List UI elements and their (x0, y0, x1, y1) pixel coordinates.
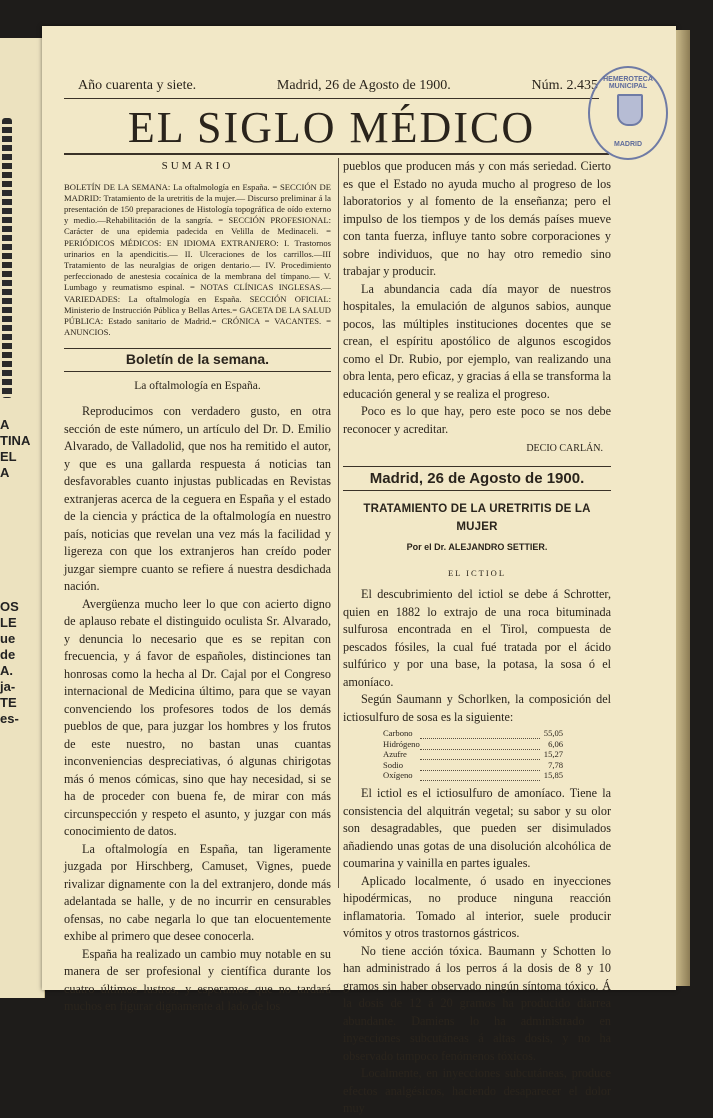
boletin-title: Boletín de la semana. (64, 348, 331, 372)
continued-paragraph: pueblos que producen más y con más seriedad. Cierto es que el Estado no ayuda mucho al progreso de los laboratorios y al fomento de la enseñanza; pero el impulso de los tiempos y de los demás países mueve con tanta fuerza, influye tanto sobre corporaciones y sobre individuos, que no hay otro remedio sino trabajar y producir. (343, 159, 611, 278)
previous-page-fragment: es- (0, 711, 19, 726)
left-column (64, 158, 331, 1016)
element-name: Azufre (383, 749, 407, 760)
decorative-border (2, 118, 12, 398)
composition-table (383, 728, 563, 781)
issue-date: Madrid, 26 de Agosto de 1900. (276, 78, 451, 93)
issue-number: Núm. 2.435 (531, 78, 598, 93)
element-value: 15,27 (543, 749, 564, 760)
madrid-section-title: Madrid, 26 de Agosto de 1900. (343, 466, 611, 492)
right-column (343, 158, 611, 1118)
element-name: Carbono (383, 728, 413, 738)
author-signature: DECIO CARLÁN. (526, 443, 603, 454)
element-value: 7,78 (548, 759, 564, 770)
previous-page-fragment: ja- (0, 679, 16, 694)
boletin-paragraph: Reproducimos con verdadero gusto, en otra sección de este número, un artículo del Dr. D. Emilio Alvarado, de Valladolid, que nos ha remitido el autor, y que es una gallarda respuesta á noticias tan desfavorables cuanto injustas publicadas en Revistas extranjeras acerca de la ceguera en España y el estado de la ciencia y práctica de la oftalmología en nuestro país, noticias que revelan una vez más la facilidad y ligereza con que los extranjeros han creído poder juzgar siempre cuanto se refiere á nuestra desdichada nación. (64, 404, 331, 594)
element-value: 15,85 (543, 770, 564, 781)
previous-page-fragment: EL (0, 449, 17, 464)
table-row (383, 728, 563, 739)
header-rule (64, 98, 599, 99)
page-edge (676, 30, 690, 986)
article-paragraph: No tiene acción tóxica. Baumann y Schotten lo han administrado á los perros á la dosis de 8 y 10 gramos sin haber observado ningún síntoma tóxico. Á la dosis de 12 á 20 gramos ha producido diarrea abundante. Damiens lo ha administrado en inyecciones subcutáneas á altas dosis, y no ha observado tampoco fenómenos tóxicos. (343, 943, 611, 1063)
boletin-paragraph: España ha realizado un cambio muy notable en su manera de ser profesional y científica durante los cuatro últimos lustros, y esperamos que no tardará muchos en figurar dignamente al lado de los (64, 946, 331, 1014)
element-name: Hidrógeno (383, 738, 420, 749)
previous-page-fragment: OS (0, 599, 19, 614)
previous-page-fragment: A. (0, 663, 13, 678)
element-name: Oxígeno (383, 770, 413, 781)
element-value: 55,05 (543, 728, 564, 738)
continued-paragraph: La abundancia cada día mayor de nuestros hospitales, la emulación de algunos sabios, aunque pocos, las múltiples instituciones docentes que se crean, el espíritu apostólico de algunos escogidos como el Dr. Rubio, por ejemplo, van realizando una obra lenta, pero eficaz, y gracias á ella se transforma la educación general y se realiza el progreso. (343, 281, 611, 401)
subsection-title: EL ICTIOL (447, 567, 507, 578)
element-name: Sodio (383, 759, 404, 770)
masthead-title: EL SIGLO MÉDICO (127, 103, 536, 152)
library-stamp (588, 66, 668, 160)
table-row (383, 770, 563, 781)
stamp-top-text: HEMEROTECA MUNICIPAL (603, 76, 653, 90)
article-paragraph: Según Saumann y Schorlken, la composición del ictiosulfuro de sosa es la siguiente: (343, 692, 611, 724)
column-divider (338, 158, 339, 888)
stamp-bottom-text: MADRID (614, 141, 642, 148)
table-row (383, 749, 563, 760)
element-value: 6,06 (548, 738, 564, 749)
continued-paragraph: Poco es lo que hay, pero este poco se nos debe reconocer y acreditar. (343, 404, 611, 436)
previous-page-fragment: A (0, 465, 10, 480)
previous-page-fragment: TINA (0, 433, 31, 448)
article-paragraph: El ictiol es el ictiosulfuro de amoníaco. Tiene la consistencia del alquitrán vegetal; su sabor y su olor son desagradables, que pueden ser disimulados añadiendo unas gotas de una disolución alcohólica de coumarina y vainilla en partes iguales. (343, 786, 611, 871)
issue-year: Año cuarenta y siete. (78, 78, 197, 93)
boletin-paragraph: La oftalmología en España, tan ligeramente juzgada por Hirschberg, Camuset, Vignes, puede rivalizar dignamente con la del extranjero, donde más adelantada se halle, y de no incurrir en censurables ofensas, no cabe negarla lo que tan elocuentemente exhibe al primero que desee conocerla. (64, 841, 331, 944)
article-paragraph: Localmente, en inyecciones subcutáneas, produce efectos analgésicos, haciendo desaparecer el dolor muy (343, 1066, 611, 1116)
previous-page-edge (0, 38, 45, 998)
boletin-subtitle: La oftalmología en España. (134, 379, 261, 392)
article-title: TRATAMIENTO DE LA URETRITIS DE LA MUJER (363, 503, 591, 533)
article-paragraph: Aplicado localmente, ó usado en inyecciones hipodérmicas, no produce ninguna reacción inflamatoria. Tomado al interior, suele producir vómitos y otros trastornos gástricos. (343, 873, 611, 941)
boletin-paragraph: Avergüenza mucho leer lo que con acierto digno de aplauso rebate el distinguido oculista Sr. Alvarado, y denuncia lo necesario que es se repitan con frecuencia, y á favor de españoles, distinciones tan honrosas como la hecha al Dr. Cajal por el Congreso internacional de Medicina último, para que se vayan convenciendo los profesores todos de los demás pueblos de que, para juzgar los hombres y los frutos de este nuestro, no bastan unas cuantas inconveniencias despreciativas, ó algunas chirigotas más ó menos cómicas, sino que hay necesidad, si se ha de proceder con buena fe, de mirar con más circunspección y respeto el asunto, y juzgar con más conocimiento de datos. (64, 596, 331, 839)
masthead-rule (64, 153, 609, 155)
table-row (383, 739, 563, 750)
coat-of-arms-icon (617, 94, 643, 126)
header-line (78, 78, 598, 94)
previous-page-fragment: ue (0, 631, 16, 646)
previous-page-fragment: de (0, 647, 16, 662)
previous-page-fragment: TE (0, 695, 17, 710)
article-author: Por el Dr. ALEJANDRO SETTIER. (406, 542, 548, 552)
previous-page-fragment: A (0, 417, 10, 432)
previous-page-fragments (0, 418, 44, 728)
table-row (383, 760, 563, 771)
sumario-text: BOLETÍN DE LA SEMANA: La oftalmología en España. = SECCIÓN DE MADRID: Tratamiento de la uretritis de la mujer.— Discurso preliminar á la presentación de 150 preparaciones de Histología topográfica de oído externo y medio.—Rehabilitación de la sangría. = SECCIÓN PROFESIONAL: Carácter de una epidemia padecida en Velilla de Medinaceli. = PERIÓDICOS MÉDICOS: EN IDIOMA EXTRANJERO: I. Trastornos urinarios en la apendicitis.— II. Ulceraciones de los carrillos.—III Tratamiento de las neuralgias de origen dentario.— IV. Procedimiento perfeccionado de anestesia cocaínica de la membrana del tímpano.— V. Lumbago y reumatismo espinal. = NOTAS CLÍNICAS INGLESAS.—VARIEDADES: La oftalmología en España. SECCIÓN OFICIAL: Ministerio de Instrucción Pública y Bellas Artes.= GACETA DE LA SALUD PÚBLICA: Estado sanitario de Madrid.= CRÓNICA = VACANTES. = ANUNCIOS. (64, 181, 331, 338)
previous-page-fragment: LE (0, 615, 17, 630)
sumario-title: SUMARIO (161, 160, 234, 172)
article-paragraph: El descubrimiento del ictiol se debe á Schrotter, quien en 1882 lo extrajo de una roca bituminada sulfurosa encontrada en el Tirol, compuesta de pescados fósiles, la cual fué tratada por el ácido sulfúrico y por una base, la potasa, la sosa ó el amoníaco. (343, 587, 611, 689)
